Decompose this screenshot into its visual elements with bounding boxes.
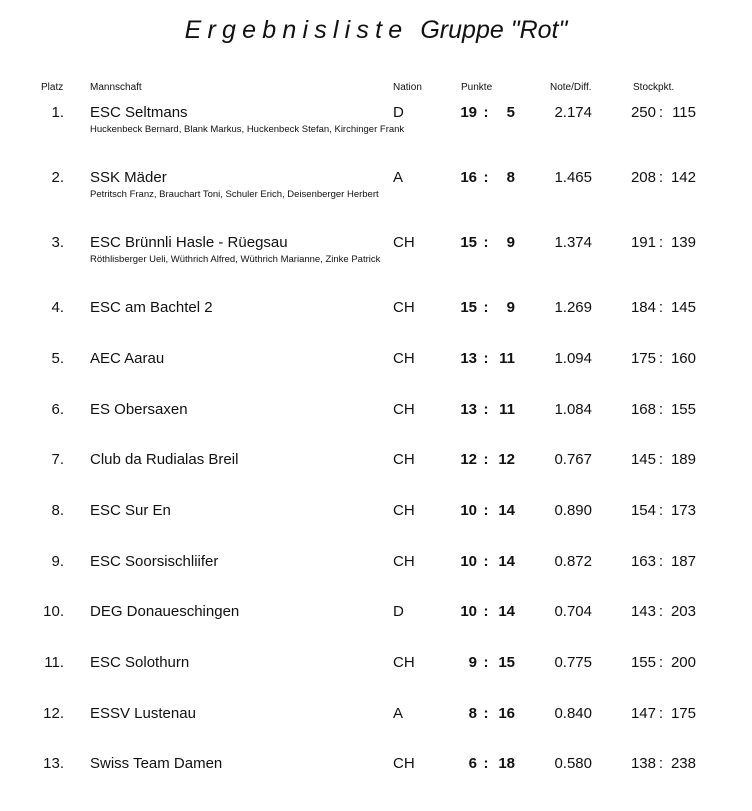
stock-points-separator: : (658, 234, 664, 251)
points-for: 10 (460, 502, 477, 519)
nation-cell: CH (393, 451, 415, 468)
points-separator: : (483, 451, 489, 468)
team-name: ES Obersaxen (90, 401, 188, 418)
points-for: 8 (468, 705, 477, 722)
points-against: 14 (498, 603, 515, 620)
team-name: ESC Seltmans (90, 104, 188, 121)
table-row (0, 234, 752, 274)
team-name: DEG Donaueschingen (90, 603, 240, 620)
stock-points-separator: : (658, 169, 664, 186)
note-diff-cell: 0.890 (554, 502, 592, 519)
points-for: 12 (460, 451, 477, 468)
stock-points-separator: : (658, 104, 664, 121)
stock-points-separator: : (658, 401, 664, 418)
rank-cell: 3. (51, 234, 64, 251)
team-name: SSK Mäder (90, 169, 167, 186)
title-main: Ergebnisliste (184, 16, 409, 44)
header-platz: Platz (41, 82, 64, 93)
nation-cell: A (393, 705, 404, 722)
team-name: Swiss Team Damen (90, 755, 223, 772)
team-name: ESC Brünnli Hasle - Rüegsau (90, 234, 288, 251)
points-for: 9 (468, 654, 477, 671)
points-separator: : (483, 603, 489, 620)
table-row (0, 104, 752, 144)
stock-points-against: 200 (670, 654, 696, 671)
points-for: 15 (460, 299, 477, 316)
stock-points-separator: : (658, 705, 664, 722)
table-row (0, 603, 752, 643)
rank-cell: 6. (51, 401, 64, 418)
stock-points-against: 189 (670, 451, 696, 468)
points-separator: : (483, 502, 489, 519)
note-diff-cell: 0.872 (554, 553, 592, 570)
points-separator: : (483, 234, 489, 251)
stock-points-for: 143 (630, 603, 656, 620)
stock-points-separator: : (658, 299, 664, 316)
points-against: 16 (498, 705, 515, 722)
stock-points-separator: : (658, 654, 664, 671)
nation-cell: CH (393, 350, 415, 367)
stock-points-for: 191 (630, 234, 656, 251)
header-note: Note/Diff. (550, 82, 592, 93)
points-against: 9 (506, 299, 515, 316)
table-row (0, 169, 752, 209)
points-against: 14 (498, 502, 515, 519)
stock-points-against: 203 (670, 603, 696, 620)
points-for: 6 (468, 755, 477, 772)
stock-points-against: 160 (670, 350, 696, 367)
points-against: 11 (499, 350, 515, 367)
points-separator: : (483, 705, 489, 722)
nation-cell: CH (393, 502, 415, 519)
stock-points-against: 173 (670, 502, 696, 519)
stock-points-separator: : (658, 553, 664, 570)
points-separator: : (483, 654, 489, 671)
nation-cell: D (393, 104, 404, 121)
nation-cell: CH (393, 654, 415, 671)
points-for: 15 (460, 234, 477, 251)
stock-points-for: 175 (630, 350, 656, 367)
team-name: ESC am Bachtel 2 (90, 299, 213, 316)
note-diff-cell: 1.465 (554, 169, 592, 186)
table-row (0, 553, 752, 593)
rank-cell: 2. (51, 169, 64, 186)
points-for: 10 (460, 603, 477, 620)
stock-points-against: 145 (670, 299, 696, 316)
team-name: ESC Sur En (90, 502, 171, 519)
stock-points-for: 147 (630, 705, 656, 722)
nation-cell: CH (393, 401, 415, 418)
nation-cell: CH (393, 553, 415, 570)
note-diff-cell: 1.374 (554, 234, 592, 251)
points-for: 19 (460, 104, 477, 121)
stock-points-against: 139 (670, 234, 696, 251)
note-diff-cell: 2.174 (554, 104, 592, 121)
note-diff-cell: 0.704 (554, 603, 592, 620)
rank-cell: 11. (44, 654, 64, 671)
table-row (0, 705, 752, 745)
table-row (0, 755, 752, 795)
points-against: 5 (506, 104, 515, 121)
team-players: Röthlisberger Ueli, Wüthrich Alfred, Wüthrich Marianne, Zinke Patrick (90, 254, 381, 265)
stock-points-separator: : (658, 350, 664, 367)
points-separator: : (483, 104, 489, 121)
points-against: 18 (498, 755, 515, 772)
rank-cell: 4. (51, 299, 64, 316)
note-diff-cell: 0.580 (554, 755, 592, 772)
team-players: Petritsch Franz, Brauchart Toni, Schuler Erich, Deisenberger Herbert (90, 189, 379, 200)
rank-cell: 7. (51, 451, 64, 468)
stock-points-separator: : (658, 755, 664, 772)
nation-cell: CH (393, 234, 415, 251)
table-row (0, 299, 752, 339)
header-stockpkt: Stockpkt. (633, 82, 675, 93)
nation-cell: CH (393, 755, 415, 772)
stock-points-separator: : (658, 603, 664, 620)
rank-cell: 1. (51, 104, 64, 121)
points-for: 10 (460, 553, 477, 570)
rank-cell: 5. (51, 350, 64, 367)
points-separator: : (483, 299, 489, 316)
table-row (0, 350, 752, 390)
note-diff-cell: 0.775 (554, 654, 592, 671)
note-diff-cell: 0.840 (554, 705, 592, 722)
team-players: Huckenbeck Bernard, Blank Markus, Huckenbeck Stefan, Kirchinger Frank (90, 124, 405, 135)
points-separator: : (483, 553, 489, 570)
stock-points-for: 138 (630, 755, 656, 772)
stock-points-separator: : (658, 451, 664, 468)
stock-points-for: 154 (630, 502, 656, 519)
stock-points-for: 168 (630, 401, 656, 418)
points-separator: : (483, 169, 489, 186)
stock-points-for: 155 (630, 654, 656, 671)
team-name: Club da Rudialas Breil (90, 451, 239, 468)
rank-cell: 8. (51, 502, 64, 519)
nation-cell: D (393, 603, 404, 620)
points-separator: : (483, 401, 489, 418)
team-name: ESC Solothurn (90, 654, 190, 671)
header-punkte: Punkte (461, 82, 493, 93)
rank-cell: 12. (43, 705, 64, 722)
nation-cell: CH (393, 299, 415, 316)
points-against: 8 (506, 169, 515, 186)
stock-points-against: 115 (672, 104, 696, 121)
table-row (0, 401, 752, 441)
title-group: Gruppe "Rot" (420, 16, 568, 44)
points-separator: : (483, 755, 489, 772)
stock-points-for: 184 (630, 299, 656, 316)
points-against: 9 (506, 234, 515, 251)
points-against: 12 (498, 451, 515, 468)
team-name: ESSV Lustenau (90, 705, 196, 722)
note-diff-cell: 1.269 (554, 299, 592, 316)
stock-points-against: 142 (670, 169, 696, 186)
team-name: ESC Soorsischliifer (90, 553, 219, 570)
stock-points-against: 155 (670, 401, 696, 418)
team-name: AEC Aarau (90, 350, 165, 367)
points-for: 16 (460, 169, 477, 186)
note-diff-cell: 1.094 (554, 350, 592, 367)
rank-cell: 9. (51, 553, 64, 570)
rank-cell: 13. (43, 755, 64, 772)
stock-points-separator: : (658, 502, 664, 519)
points-for: 13 (460, 350, 477, 367)
stock-points-for: 208 (630, 169, 656, 186)
note-diff-cell: 1.084 (554, 401, 592, 418)
page-title (0, 16, 752, 45)
stock-points-against: 238 (670, 755, 696, 772)
stock-points-against: 175 (670, 705, 696, 722)
rank-cell: 10. (43, 603, 64, 620)
header-mannschaft: Mannschaft (90, 82, 142, 93)
points-against: 11 (499, 401, 515, 418)
note-diff-cell: 0.767 (554, 451, 592, 468)
points-separator: : (483, 350, 489, 367)
points-against: 15 (498, 654, 515, 671)
stock-points-for: 163 (630, 553, 656, 570)
stock-points-against: 187 (670, 553, 696, 570)
points-against: 14 (498, 553, 515, 570)
header-nation: Nation (393, 82, 422, 93)
table-row (0, 654, 752, 694)
nation-cell: A (393, 169, 404, 186)
table-row (0, 502, 752, 542)
table-row (0, 451, 752, 491)
points-for: 13 (460, 401, 477, 418)
stock-points-for: 145 (630, 451, 656, 468)
stock-points-for: 250 (630, 104, 656, 121)
